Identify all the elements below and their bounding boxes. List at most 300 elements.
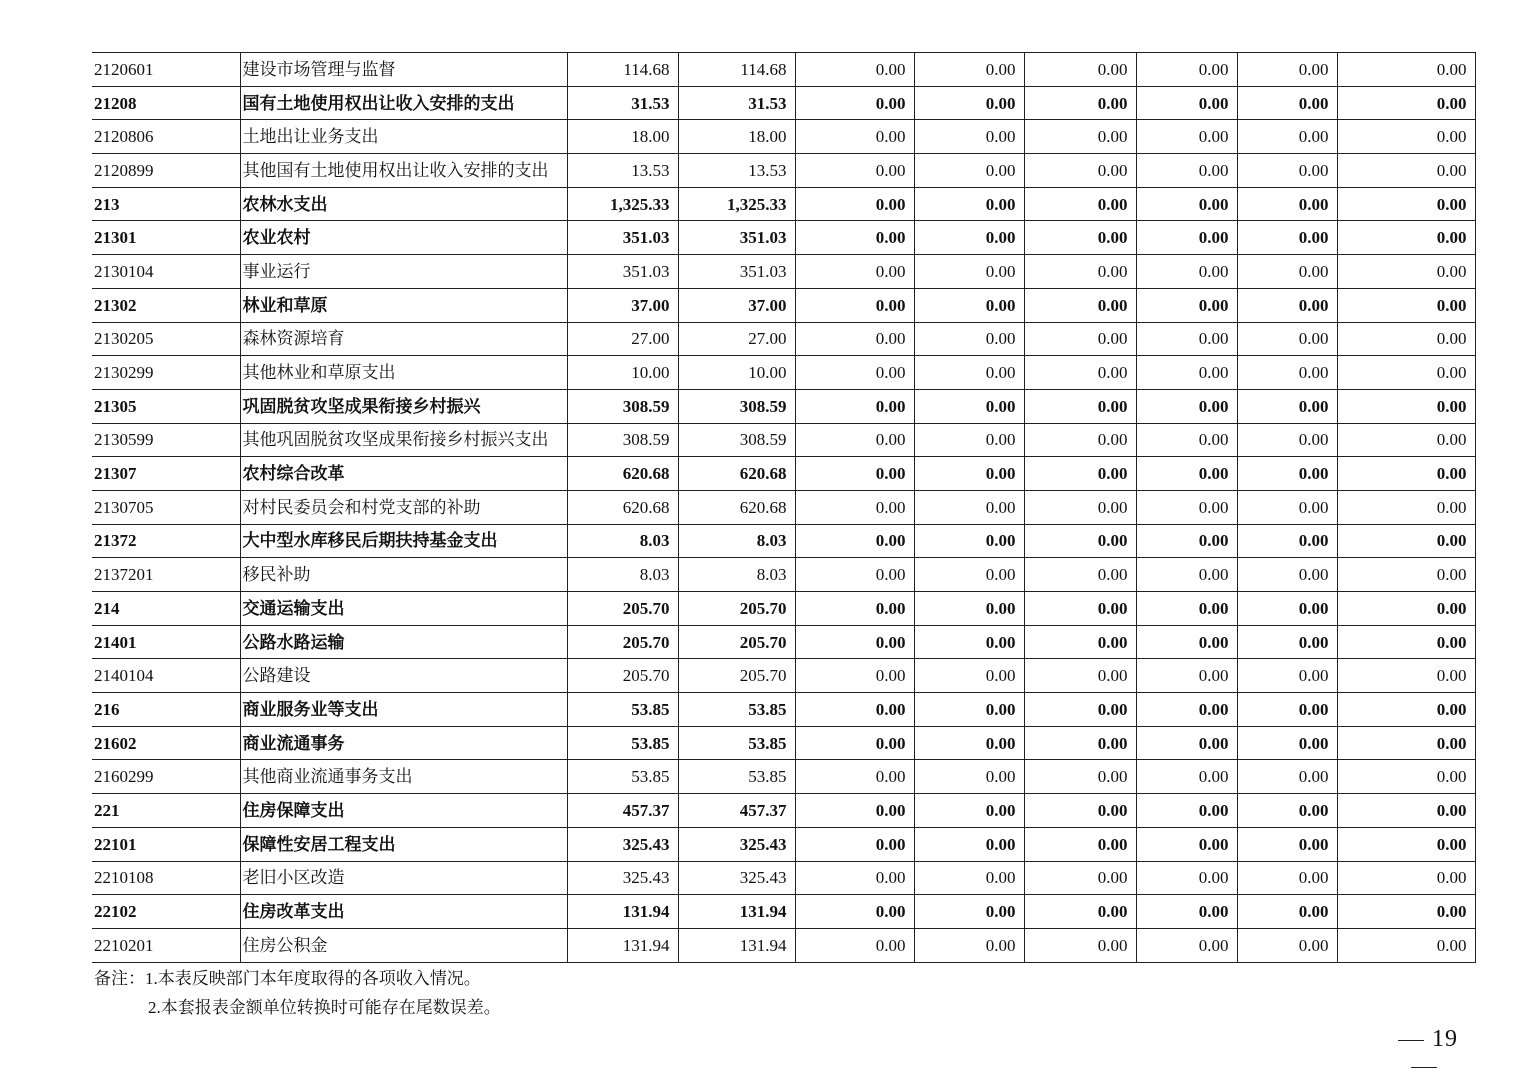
- cell-value: 0.00: [795, 794, 914, 828]
- cell-value: 0.00: [914, 120, 1024, 154]
- cell-value: 0.00: [795, 659, 914, 693]
- cell-value: 31.53: [678, 86, 795, 120]
- cell-value: 0.00: [914, 86, 1024, 120]
- cell-value: 351.03: [678, 221, 795, 255]
- cell-value: 0.00: [795, 86, 914, 120]
- cell-code: 2120601: [92, 53, 240, 87]
- cell-value: 0.00: [1337, 255, 1475, 289]
- cell-value: 0.00: [1136, 255, 1237, 289]
- cell-value: 308.59: [678, 423, 795, 457]
- cell-value: 0.00: [1136, 356, 1237, 390]
- table-row: [92, 861, 1475, 895]
- cell-value: 0.00: [1337, 53, 1475, 87]
- cell-value: 205.70: [678, 625, 795, 659]
- cell-value: 0.00: [914, 288, 1024, 322]
- cell-name: 其他巩固脱贫攻坚成果衔接乡村振兴支出: [240, 423, 567, 457]
- notes: [94, 964, 501, 1022]
- cell-value: 0.00: [1237, 693, 1337, 727]
- cell-value: 0.00: [1237, 221, 1337, 255]
- cell-name: 保障性安居工程支出: [240, 827, 567, 861]
- cell-name: 交通运输支出: [240, 592, 567, 626]
- cell-value: 0.00: [1337, 187, 1475, 221]
- cell-value: 8.03: [678, 524, 795, 558]
- cell-value: 53.85: [567, 760, 678, 794]
- cell-name: 对村民委员会和村党支部的补助: [240, 490, 567, 524]
- cell-value: 325.43: [567, 827, 678, 861]
- cell-value: 0.00: [795, 524, 914, 558]
- cell-value: 0.00: [1136, 322, 1237, 356]
- cell-value: 0.00: [1237, 794, 1337, 828]
- cell-value: 0.00: [1237, 154, 1337, 188]
- cell-value: 0.00: [1024, 895, 1136, 929]
- cell-value: 18.00: [678, 120, 795, 154]
- cell-value: 0.00: [1024, 861, 1136, 895]
- table-row: [92, 120, 1475, 154]
- cell-value: 0.00: [1024, 389, 1136, 423]
- cell-value: 308.59: [567, 423, 678, 457]
- table-row: [92, 928, 1475, 962]
- cell-name: 建设市场管理与监督: [240, 53, 567, 87]
- cell-value: 0.00: [1337, 659, 1475, 693]
- cell-value: 0.00: [1024, 423, 1136, 457]
- cell-value: 0.00: [914, 154, 1024, 188]
- cell-value: 457.37: [567, 794, 678, 828]
- cell-value: 457.37: [678, 794, 795, 828]
- cell-value: 0.00: [914, 356, 1024, 390]
- cell-value: 0.00: [1337, 120, 1475, 154]
- cell-code: 216: [92, 693, 240, 727]
- cell-value: 0.00: [1024, 187, 1136, 221]
- cell-value: 0.00: [795, 221, 914, 255]
- table-row: [92, 389, 1475, 423]
- cell-value: 0.00: [1337, 760, 1475, 794]
- cell-value: 620.68: [678, 490, 795, 524]
- cell-value: 131.94: [567, 928, 678, 962]
- cell-name: 国有土地使用权出让收入安排的支出: [240, 86, 567, 120]
- cell-value: 131.94: [567, 895, 678, 929]
- cell-value: 0.00: [1237, 592, 1337, 626]
- cell-value: 0.00: [1237, 490, 1337, 524]
- cell-value: 0.00: [1136, 288, 1237, 322]
- table-row: [92, 86, 1475, 120]
- cell-value: 0.00: [1136, 895, 1237, 929]
- cell-value: 205.70: [567, 592, 678, 626]
- cell-value: 0.00: [1337, 895, 1475, 929]
- cell-value: 131.94: [678, 928, 795, 962]
- cell-value: 0.00: [914, 255, 1024, 289]
- cell-name: 事业运行: [240, 255, 567, 289]
- cell-value: 0.00: [1337, 389, 1475, 423]
- table-row: [92, 558, 1475, 592]
- cell-value: 0.00: [1024, 794, 1136, 828]
- cell-value: 0.00: [1237, 423, 1337, 457]
- page-number: 19: [1432, 1026, 1458, 1052]
- cell-value: 0.00: [795, 693, 914, 727]
- cell-value: 0.00: [1136, 490, 1237, 524]
- cell-value: 0.00: [1136, 693, 1237, 727]
- cell-value: 53.85: [678, 760, 795, 794]
- cell-value: 0.00: [1337, 423, 1475, 457]
- cell-code: 21305: [92, 389, 240, 423]
- table-row: [92, 221, 1475, 255]
- cell-name: 农村综合改革: [240, 457, 567, 491]
- cell-code: 2130705: [92, 490, 240, 524]
- cell-value: 0.00: [1337, 592, 1475, 626]
- cell-value: 620.68: [567, 457, 678, 491]
- cell-value: 0.00: [795, 928, 914, 962]
- table-row: [92, 154, 1475, 188]
- cell-value: 620.68: [567, 490, 678, 524]
- cell-value: 0.00: [1136, 592, 1237, 626]
- cell-value: 0.00: [1237, 255, 1337, 289]
- cell-value: 0.00: [1024, 760, 1136, 794]
- cell-value: 0.00: [1337, 288, 1475, 322]
- table-row: [92, 187, 1475, 221]
- cell-value: 0.00: [1136, 928, 1237, 962]
- cell-value: 0.00: [795, 760, 914, 794]
- cell-code: 21307: [92, 457, 240, 491]
- cell-value: 0.00: [1136, 659, 1237, 693]
- cell-value: 53.85: [567, 726, 678, 760]
- cell-value: 205.70: [678, 592, 795, 626]
- cell-value: 0.00: [1136, 827, 1237, 861]
- cell-value: 13.53: [567, 154, 678, 188]
- cell-value: 0.00: [1337, 221, 1475, 255]
- cell-value: 0.00: [1024, 154, 1136, 188]
- cell-value: 0.00: [1337, 86, 1475, 120]
- budget-table: [92, 52, 1476, 963]
- cell-value: 13.53: [678, 154, 795, 188]
- cell-value: 0.00: [1337, 827, 1475, 861]
- cell-value: 0.00: [1237, 726, 1337, 760]
- cell-value: 0.00: [1024, 827, 1136, 861]
- cell-value: 0.00: [914, 457, 1024, 491]
- cell-value: 0.00: [914, 659, 1024, 693]
- table-row: [92, 53, 1475, 87]
- cell-value: 0.00: [795, 625, 914, 659]
- cell-value: 0.00: [1337, 558, 1475, 592]
- note-line-2: 2.本套报表金额单位转换时可能存在尾数误差。: [148, 998, 501, 1017]
- cell-name: 公路水路运输: [240, 625, 567, 659]
- cell-value: 0.00: [795, 356, 914, 390]
- page-number-footer: [1372, 1026, 1476, 1080]
- cell-code: 2137201: [92, 558, 240, 592]
- cell-code: 2210108: [92, 861, 240, 895]
- cell-value: 0.00: [795, 120, 914, 154]
- cell-value: 0.00: [1024, 659, 1136, 693]
- table-row: [92, 322, 1475, 356]
- cell-value: 27.00: [678, 322, 795, 356]
- cell-value: 8.03: [567, 558, 678, 592]
- cell-value: 0.00: [1136, 389, 1237, 423]
- cell-code: 21372: [92, 524, 240, 558]
- cell-value: 0.00: [1024, 928, 1136, 962]
- cell-value: 0.00: [1337, 524, 1475, 558]
- cell-value: 0.00: [1337, 928, 1475, 962]
- cell-value: 205.70: [567, 625, 678, 659]
- cell-value: 0.00: [1237, 928, 1337, 962]
- table-row: [92, 794, 1475, 828]
- cell-name: 农业农村: [240, 221, 567, 255]
- cell-code: 22101: [92, 827, 240, 861]
- table-row: [92, 693, 1475, 727]
- cell-value: 0.00: [914, 592, 1024, 626]
- cell-value: 0.00: [1237, 53, 1337, 87]
- cell-value: 0.00: [1337, 693, 1475, 727]
- cell-value: 0.00: [795, 827, 914, 861]
- note-line-1: 备注：1.本表反映部门本年度取得的各项收入情况。: [94, 969, 481, 988]
- cell-value: 0.00: [914, 423, 1024, 457]
- table-row: [92, 356, 1475, 390]
- cell-name: 老旧小区改造: [240, 861, 567, 895]
- cell-value: 0.00: [795, 423, 914, 457]
- cell-value: 0.00: [1136, 524, 1237, 558]
- cell-code: 2130104: [92, 255, 240, 289]
- cell-value: 0.00: [1337, 490, 1475, 524]
- cell-value: 351.03: [678, 255, 795, 289]
- cell-value: 0.00: [1337, 322, 1475, 356]
- table-row: [92, 726, 1475, 760]
- cell-value: 0.00: [1136, 154, 1237, 188]
- cell-value: 0.00: [1024, 322, 1136, 356]
- cell-name: 其他商业流通事务支出: [240, 760, 567, 794]
- cell-value: 308.59: [567, 389, 678, 423]
- cell-value: 37.00: [678, 288, 795, 322]
- cell-name: 住房公积金: [240, 928, 567, 962]
- cell-value: 0.00: [1024, 693, 1136, 727]
- cell-value: 0.00: [795, 187, 914, 221]
- cell-value: 0.00: [914, 524, 1024, 558]
- cell-value: 0.00: [1237, 120, 1337, 154]
- cell-code: 2120806: [92, 120, 240, 154]
- cell-value: 308.59: [678, 389, 795, 423]
- cell-name: 大中型水库移民后期扶持基金支出: [240, 524, 567, 558]
- cell-value: 0.00: [1237, 760, 1337, 794]
- cell-value: 0.00: [795, 558, 914, 592]
- cell-value: 0.00: [795, 592, 914, 626]
- cell-value: 0.00: [1237, 558, 1337, 592]
- cell-value: 0.00: [914, 861, 1024, 895]
- cell-value: 0.00: [1136, 187, 1237, 221]
- cell-value: 0.00: [1024, 625, 1136, 659]
- cell-value: 0.00: [914, 726, 1024, 760]
- cell-value: 0.00: [1237, 827, 1337, 861]
- cell-value: 0.00: [1337, 726, 1475, 760]
- cell-value: 0.00: [1136, 760, 1237, 794]
- cell-value: 0.00: [1337, 625, 1475, 659]
- cell-value: 0.00: [1337, 356, 1475, 390]
- cell-value: 18.00: [567, 120, 678, 154]
- table-row: [92, 423, 1475, 457]
- cell-name: 移民补助: [240, 558, 567, 592]
- table-row: [92, 288, 1475, 322]
- cell-value: 0.00: [1237, 659, 1337, 693]
- cell-value: 0.00: [1237, 861, 1337, 895]
- cell-value: 53.85: [678, 693, 795, 727]
- cell-value: 114.68: [678, 53, 795, 87]
- cell-value: 0.00: [1024, 356, 1136, 390]
- cell-value: 0.00: [1024, 558, 1136, 592]
- cell-name: 农林水支出: [240, 187, 567, 221]
- cell-code: 221: [92, 794, 240, 828]
- cell-value: 0.00: [1337, 457, 1475, 491]
- cell-value: 0.00: [1237, 86, 1337, 120]
- cell-name: 公路建设: [240, 659, 567, 693]
- cell-value: 325.43: [678, 827, 795, 861]
- cell-value: 10.00: [678, 356, 795, 390]
- cell-value: 0.00: [1237, 524, 1337, 558]
- cell-value: 0.00: [1024, 53, 1136, 87]
- cell-value: 0.00: [1136, 423, 1237, 457]
- cell-value: 0.00: [914, 760, 1024, 794]
- cell-code: 22102: [92, 895, 240, 929]
- cell-code: 21301: [92, 221, 240, 255]
- cell-value: 31.53: [567, 86, 678, 120]
- cell-value: 27.00: [567, 322, 678, 356]
- cell-name: 住房保障支出: [240, 794, 567, 828]
- cell-value: 114.68: [567, 53, 678, 87]
- cell-value: 0.00: [1024, 86, 1136, 120]
- page-number-dash-left: [1398, 1040, 1424, 1041]
- cell-name: 土地出让业务支出: [240, 120, 567, 154]
- table-row: [92, 592, 1475, 626]
- cell-value: 0.00: [1237, 389, 1337, 423]
- cell-value: 8.03: [678, 558, 795, 592]
- cell-value: 0.00: [795, 322, 914, 356]
- cell-value: 0.00: [914, 625, 1024, 659]
- cell-value: 0.00: [1024, 524, 1136, 558]
- cell-code: 2120899: [92, 154, 240, 188]
- cell-value: 37.00: [567, 288, 678, 322]
- cell-name: 其他林业和草原支出: [240, 356, 567, 390]
- cell-value: 351.03: [567, 255, 678, 289]
- cell-name: 林业和草原: [240, 288, 567, 322]
- cell-value: 0.00: [914, 221, 1024, 255]
- cell-value: 0.00: [1237, 625, 1337, 659]
- cell-value: 0.00: [1237, 288, 1337, 322]
- cell-value: 8.03: [567, 524, 678, 558]
- cell-value: 0.00: [1136, 794, 1237, 828]
- cell-value: 0.00: [795, 861, 914, 895]
- cell-value: 0.00: [1024, 221, 1136, 255]
- cell-code: 2210201: [92, 928, 240, 962]
- cell-value: 0.00: [914, 693, 1024, 727]
- cell-name: 商业服务业等支出: [240, 693, 567, 727]
- cell-value: 1,325.33: [567, 187, 678, 221]
- cell-code: 2130299: [92, 356, 240, 390]
- cell-code: 21208: [92, 86, 240, 120]
- cell-code: 21602: [92, 726, 240, 760]
- cell-value: 0.00: [1136, 861, 1237, 895]
- cell-value: 620.68: [678, 457, 795, 491]
- cell-value: 0.00: [1337, 154, 1475, 188]
- cell-name: 住房改革支出: [240, 895, 567, 929]
- table-row: [92, 457, 1475, 491]
- cell-value: 0.00: [914, 928, 1024, 962]
- cell-value: 0.00: [914, 794, 1024, 828]
- cell-name: 巩固脱贫攻坚成果衔接乡村振兴: [240, 389, 567, 423]
- cell-value: 0.00: [914, 53, 1024, 87]
- cell-value: 0.00: [1237, 895, 1337, 929]
- cell-code: 2130205: [92, 322, 240, 356]
- cell-code: 2130599: [92, 423, 240, 457]
- cell-value: 0.00: [1024, 120, 1136, 154]
- table-row: [92, 625, 1475, 659]
- cell-value: 0.00: [1024, 457, 1136, 491]
- cell-value: 0.00: [1237, 187, 1337, 221]
- cell-name: 森林资源培育: [240, 322, 567, 356]
- cell-value: 0.00: [1136, 726, 1237, 760]
- cell-value: 1,325.33: [678, 187, 795, 221]
- cell-value: 0.00: [1024, 592, 1136, 626]
- cell-value: 0.00: [914, 827, 1024, 861]
- cell-value: 0.00: [1136, 120, 1237, 154]
- cell-value: 0.00: [795, 726, 914, 760]
- cell-value: 205.70: [678, 659, 795, 693]
- cell-code: 2160299: [92, 760, 240, 794]
- cell-value: 0.00: [914, 322, 1024, 356]
- cell-value: 0.00: [795, 389, 914, 423]
- cell-value: 10.00: [567, 356, 678, 390]
- table-row: [92, 524, 1475, 558]
- cell-code: 21302: [92, 288, 240, 322]
- cell-value: 325.43: [678, 861, 795, 895]
- cell-value: 0.00: [1024, 255, 1136, 289]
- cell-value: 0.00: [914, 895, 1024, 929]
- table-row: [92, 760, 1475, 794]
- page-number-dash-right: [1411, 1067, 1437, 1068]
- table-row: [92, 255, 1475, 289]
- cell-value: 0.00: [1237, 356, 1337, 390]
- cell-value: 0.00: [795, 53, 914, 87]
- cell-value: 0.00: [1337, 794, 1475, 828]
- table-row: [92, 895, 1475, 929]
- table-row: [92, 827, 1475, 861]
- cell-value: 0.00: [795, 457, 914, 491]
- cell-value: 0.00: [1024, 726, 1136, 760]
- cell-code: 213: [92, 187, 240, 221]
- cell-value: 53.85: [678, 726, 795, 760]
- cell-value: 0.00: [1136, 558, 1237, 592]
- cell-value: 0.00: [1136, 221, 1237, 255]
- cell-value: 0.00: [1136, 53, 1237, 87]
- cell-value: 0.00: [1337, 861, 1475, 895]
- cell-value: 0.00: [1024, 288, 1136, 322]
- cell-code: 2140104: [92, 659, 240, 693]
- cell-value: 0.00: [1024, 490, 1136, 524]
- cell-value: 0.00: [1237, 322, 1337, 356]
- cell-value: 0.00: [914, 389, 1024, 423]
- table-row: [92, 490, 1475, 524]
- cell-value: 0.00: [795, 154, 914, 188]
- cell-value: 0.00: [1237, 457, 1337, 491]
- cell-name: 商业流通事务: [240, 726, 567, 760]
- cell-value: 0.00: [1136, 625, 1237, 659]
- cell-value: 0.00: [914, 187, 1024, 221]
- cell-value: 0.00: [1136, 86, 1237, 120]
- cell-value: 205.70: [567, 659, 678, 693]
- cell-name: 其他国有土地使用权出让收入安排的支出: [240, 154, 567, 188]
- cell-value: 0.00: [795, 288, 914, 322]
- cell-value: 0.00: [914, 490, 1024, 524]
- cell-value: 0.00: [1136, 457, 1237, 491]
- table-body: [92, 53, 1475, 963]
- cell-value: 131.94: [678, 895, 795, 929]
- cell-value: 0.00: [914, 558, 1024, 592]
- cell-value: 351.03: [567, 221, 678, 255]
- cell-value: 0.00: [795, 490, 914, 524]
- cell-code: 214: [92, 592, 240, 626]
